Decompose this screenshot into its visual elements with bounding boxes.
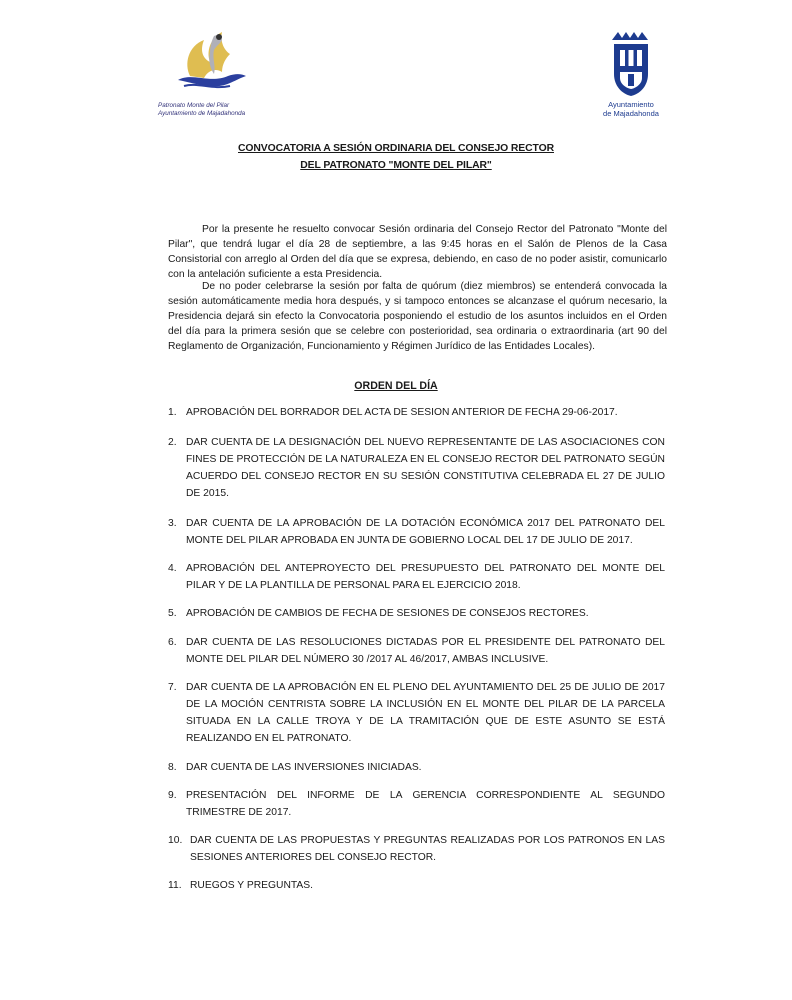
ayuntamiento-majadahonda-crest-icon <box>606 30 656 98</box>
ayuntamiento-logo <box>596 30 666 126</box>
document-title-line1: CONVOCATORIA A SESIÓN ORDINARIA DEL CONSEJO RECTOR <box>238 143 554 154</box>
agenda-item-text: DAR CUENTA DE LA APROBACIÓN EN EL PLENO DEL AYUNTAMIENTO DEL 25 DE JULIO DE 2017 DE LA MOCIÓN CENTRISTA SOBRE LA INCLUSIÓN EN EL MONTE DEL PILAR DE LA PARCELA SITUADA EN LA CALLE TROYA Y DE LA TRAMITACIÓN QUE DE ESTE ASUNTO SE ESTÁ REALIZANDO EN EL PATRONATO. <box>186 682 665 744</box>
agenda-item <box>168 404 665 421</box>
agenda-item-number: 5. <box>168 608 177 619</box>
patronato-logo <box>158 28 258 120</box>
agenda-item <box>168 832 665 866</box>
agenda-item <box>168 605 665 622</box>
document-title-line2: DEL PATRONATO "MONTE DEL PILAR" <box>300 160 492 171</box>
agenda-item <box>168 787 665 821</box>
agenda-item-number: 6. <box>168 637 177 648</box>
agenda-item-text: DAR CUENTA DE LAS RESOLUCIONES DICTADAS POR EL PRESIDENTE DEL PATRONATO DEL MONTE DEL PILAR DEL NÚMERO 30 /2017 AL 46/2017, AMBAS INCLUSIVE. <box>186 637 665 665</box>
orden-del-dia-heading: ORDEN DEL DÍA <box>354 380 438 392</box>
paragraph-convocatoria: Por la presente he resuelto convocar Sesión ordinaria del Consejo Rector del Patronato "Monte del Pilar", que tendrá lugar el día 28 de septiembre, a las 9:45 horas en el Salón de Plenos de la Casa Consistorial con arreglo al Orden del día que se expresa, debiendo, en caso de no poder asistir, comunicarlo con la antelación suficiente a esta Presidencia. <box>168 224 667 280</box>
agenda-item <box>168 434 665 502</box>
right-logo-caption-line1: Ayuntamiento <box>608 100 654 109</box>
paragraph-quorum: De no poder celebrarse la sesión por falta de quórum (diez miembros) se entenderá convocada la sesión automáticamente media hora después, y si tampoco entonces se alcanzase el quórum necesario, la Presidencia dejará sin efecto la Convocatoria posponiendo el estudio de los asuntos incluidos en el Orden del día para la primera sesión que se celebre con posterioridad, sea ordinaria o extraordinaria (art 90 del Reglamento de Organización, Funcionamiento y Régimen Jurídico de las Entidades Locales). <box>168 281 667 352</box>
agenda-item-text: APROBACIÓN DEL ANTEPROYECTO DEL PRESUPUESTO DEL PATRONATO DEL MONTE DEL PILAR Y DE LA PLANTILLA DE PERSONAL PARA EL EJERCICIO 2018. <box>186 563 665 591</box>
agenda-item-number: 1. <box>168 407 177 418</box>
agenda-item <box>168 759 665 776</box>
agenda-item-number: 11. <box>168 880 182 891</box>
agenda-item-text: APROBACIÓN DE CAMBIOS DE FECHA DE SESIONES DE CONSEJOS RECTORES. <box>186 608 589 619</box>
agenda-item-text: APROBACIÓN DEL BORRADOR DEL ACTA DE SESION ANTERIOR DE FECHA 29-06-2017. <box>186 407 618 418</box>
left-logo-caption-line1: Patronato Monte del Pilar <box>158 102 230 109</box>
agenda-item <box>168 634 665 668</box>
right-logo-caption-line2: de Majadahonda <box>603 109 659 118</box>
agenda-item-text: PRESENTACIÓN DEL INFORME DE LA GERENCIA CORRESPONDIENTE AL SEGUNDO TRIMESTRE DE 2017. <box>186 790 665 818</box>
agenda-item-number: 10. <box>168 835 183 846</box>
agenda-item-text: RUEGOS Y PREGUNTAS. <box>190 880 314 891</box>
agenda-item-number: 2. <box>168 437 177 448</box>
patronato-monte-del-pilar-logo-icon <box>170 28 250 100</box>
agenda-item-text: DAR CUENTA DE LAS PROPUESTAS Y PREGUNTAS REALIZADAS POR LOS PATRONOS EN LAS SESIONES ANTERIORES DEL CONSEJO RECTOR. <box>190 835 665 863</box>
agenda-item-number: 8. <box>168 762 177 773</box>
agenda-item-text: DAR CUENTA DE LA DESIGNACIÓN DEL NUEVO REPRESENTANTE DE LAS ASOCIACIONES CON FINES DE PROTECCIÓN DE LA NATURALEZA EN EL CONSEJO RECTOR DEL PATRONATO SEGÚN ACUERDO DEL CONSEJO RECTOR EN SU SESIÓN CONSTITUTIVA CELEBRADA EL 27 DE JULIO DE 2015. <box>186 437 665 499</box>
agenda-item-text: DAR CUENTA DE LA APROBACIÓN DE LA DOTACIÓN ECONÓMICA 2017 DEL PATRONATO DEL MONTE DEL PILAR APROBADA EN JUNTA DE GOBIERNO LOCAL DEL 17 DE JULIO DE 2017. <box>186 518 665 546</box>
left-logo-caption-line2: Ayuntamiento de Majadahonda <box>158 109 246 117</box>
agenda-item <box>168 560 665 594</box>
agenda-item-number: 3. <box>168 518 177 529</box>
agenda-item <box>168 877 665 894</box>
agenda-item <box>168 679 665 747</box>
agenda-item-number: 7. <box>168 682 177 693</box>
agenda-item <box>168 515 665 549</box>
agenda-item-text: DAR CUENTA DE LAS INVERSIONES INICIADAS. <box>186 762 422 773</box>
agenda-item-number: 4. <box>168 563 177 574</box>
agenda-item-number: 9. <box>168 790 177 801</box>
